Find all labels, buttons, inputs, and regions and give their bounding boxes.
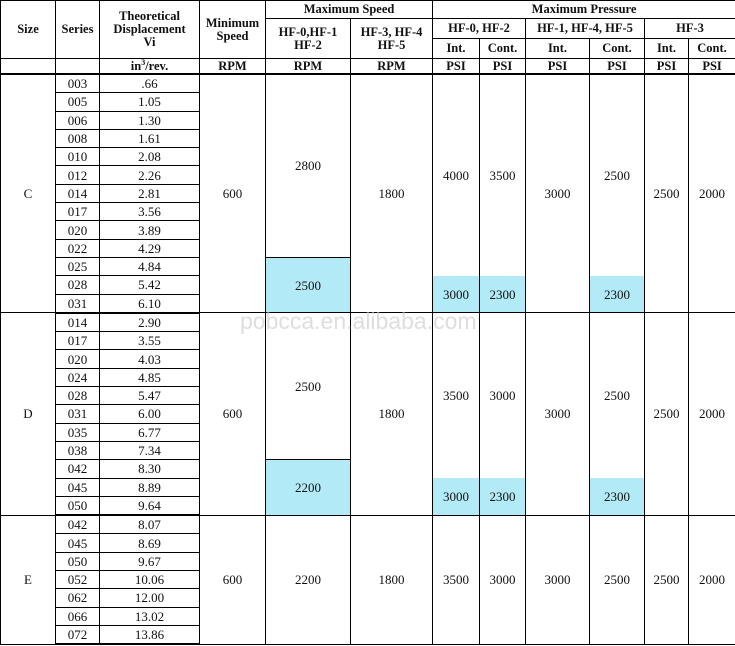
displacement-cell: 2.81 <box>100 184 200 202</box>
min-speed-header <box>200 1 266 59</box>
displacement-header-line1: Theoretical <box>119 9 180 23</box>
displacement-cell: 7.34 <box>100 441 200 459</box>
displacement-cell: 6.77 <box>100 423 200 441</box>
pressure-hf145-cont-cell: 2500 <box>590 515 645 644</box>
displacement-cell: 5.47 <box>100 387 200 405</box>
series-cell: 028 <box>56 276 100 294</box>
pressure-hf3-int-cell: 2500 <box>645 74 689 313</box>
hf145-int-header: Int. <box>526 39 590 59</box>
pressure-hf3-cont-cell: 2000 <box>689 74 735 313</box>
series-cell: 003 <box>56 74 100 93</box>
max-speed-hf012-header <box>266 19 351 59</box>
displacement-cell: 9.67 <box>100 552 200 570</box>
series-cell: 017 <box>56 203 100 221</box>
max-speed-hf012-unit: RPM <box>266 59 351 75</box>
max-speed-hf012-line1: HF-0,HF-1 <box>278 24 338 39</box>
max-speed-header: Maximum Speed <box>266 1 433 19</box>
size-cell: E <box>1 515 56 644</box>
series-cell: 006 <box>56 111 100 129</box>
pressure-hf145-cont-cell: 2500 <box>590 74 645 276</box>
series-cell: 014 <box>56 184 100 202</box>
hf145-int-unit: PSI <box>526 59 590 75</box>
min-speed-cell: 600 <box>200 313 266 515</box>
size-header: Size <box>1 1 56 59</box>
hf02-int-header: Int. <box>433 39 480 59</box>
displacement-cell: 4.29 <box>100 239 200 257</box>
hf3-cont-unit: PSI <box>689 59 735 75</box>
watermark: pobcca.en.alibaba.com <box>240 308 477 334</box>
hf02-int-unit: PSI <box>433 59 480 75</box>
pressure-hf3-int-cell: 2500 <box>645 515 689 644</box>
pressure-hf3-cont-cell: 2000 <box>689 515 735 644</box>
displacement-cell: 6.10 <box>100 294 200 313</box>
series-cell: 050 <box>56 552 100 570</box>
series-cell: 005 <box>56 93 100 111</box>
series-cell: 050 <box>56 496 100 515</box>
displacement-cell: 1.30 <box>100 111 200 129</box>
displacement-cell: 8.69 <box>100 534 200 552</box>
series-cell: 024 <box>56 368 100 386</box>
size-unit-cell <box>1 59 56 75</box>
displacement-cell: 2.90 <box>100 313 200 332</box>
max-speed-hf012-line2: HF-2 <box>294 37 322 52</box>
max-speed-hf012-cell: 2800 <box>266 74 351 257</box>
displacement-unit: $in^3$/rev. <box>100 59 200 75</box>
displacement-cell: 3.89 <box>100 221 200 239</box>
max-speed-hf345-unit: RPM <box>351 59 433 75</box>
series-cell: 042 <box>56 515 100 534</box>
displacement-cell: 8.30 <box>100 460 200 478</box>
pressure-hf02-header: HF-0, HF-2 <box>433 19 526 39</box>
displacement-cell: 8.89 <box>100 478 200 496</box>
series-cell: 020 <box>56 350 100 368</box>
pressure-hf3-header: HF-3 <box>645 19 735 39</box>
displacement-cell: 3.56 <box>100 203 200 221</box>
displacement-cell: 4.85 <box>100 368 200 386</box>
series-cell: 017 <box>56 332 100 350</box>
hf3-int-unit: PSI <box>645 59 689 75</box>
displacement-cell: 4.03 <box>100 350 200 368</box>
displacement-cell: 1.61 <box>100 129 200 147</box>
series-cell: 066 <box>56 607 100 625</box>
series-cell: 028 <box>56 387 100 405</box>
min-speed-header-line1: Minimum <box>205 15 260 30</box>
displacement-cell: 6.00 <box>100 405 200 423</box>
series-cell: 012 <box>56 166 100 184</box>
displacement-cell: 8.07 <box>100 515 200 534</box>
pressure-hf02-int-cell: 3500 <box>433 515 480 644</box>
min-speed-cell: 600 <box>200 74 266 313</box>
min-speed-cell: 600 <box>200 515 266 644</box>
series-cell: 010 <box>56 148 100 166</box>
series-cell: 035 <box>56 423 100 441</box>
displacement-cell: 5.42 <box>100 276 200 294</box>
series-unit-cell <box>56 59 100 75</box>
max-speed-hf345-line2: HF-5 <box>377 37 406 52</box>
pressure-hf02-int-cell: 4000 <box>433 74 480 276</box>
series-cell: 062 <box>56 589 100 607</box>
series-cell: 042 <box>56 460 100 478</box>
pressure-hf02-cont-reduced-cell: 2300 <box>480 276 526 313</box>
size-cell: D <box>1 313 56 515</box>
hf145-cont-unit: PSI <box>590 59 645 75</box>
displacement-cell: 10.06 <box>100 571 200 589</box>
series-cell: 038 <box>56 441 100 459</box>
pressure-hf02-cont-reduced-cell: 2300 <box>480 478 526 515</box>
displacement-cell: 1.05 <box>100 93 200 111</box>
pressure-hf02-int-reduced-cell: 3000 <box>433 276 480 313</box>
series-header: Series <box>56 1 100 59</box>
max-speed-hf012-reduced-cell: 2200 <box>266 460 351 515</box>
series-cell: 008 <box>56 129 100 147</box>
table-body <box>1 74 735 644</box>
pressure-hf02-cont-cell: 3500 <box>480 74 526 276</box>
series-cell: 022 <box>56 239 100 257</box>
max-pressure-header: Maximum Pressure <box>433 1 735 19</box>
hf02-cont-header: Cont. <box>480 39 526 59</box>
displacement-cell: 13.02 <box>100 607 200 625</box>
max-speed-hf012-cell: 2500 <box>266 313 351 460</box>
pressure-hf145-cont-reduced-cell: 2300 <box>590 478 645 515</box>
max-speed-hf012-reduced-cell: 2500 <box>266 257 351 312</box>
pressure-hf02-int-reduced-cell: 3000 <box>433 478 480 515</box>
displacement-header-line3: Vi <box>143 35 156 49</box>
series-cell: 045 <box>56 534 100 552</box>
max-speed-hf345-cell: 1800 <box>351 515 433 644</box>
pressure-hf02-int-cell: 3500 <box>433 313 480 478</box>
displacement-header <box>100 1 200 59</box>
pressure-hf145-header: HF-1, HF-4, HF-5 <box>526 19 645 39</box>
displacement-cell: 9.64 <box>100 496 200 515</box>
min-speed-unit: RPM <box>200 59 266 75</box>
series-cell: 020 <box>56 221 100 239</box>
size-cell: C <box>1 74 56 313</box>
series-cell: 031 <box>56 294 100 313</box>
pressure-hf3-cont-cell: 2000 <box>689 313 735 515</box>
series-cell: 014 <box>56 313 100 332</box>
pressure-hf02-cont-cell: 3000 <box>480 313 526 478</box>
pressure-hf02-cont-cell: 3000 <box>480 515 526 644</box>
pressure-hf145-cont-reduced-cell: 2300 <box>590 276 645 313</box>
series-cell: 052 <box>56 571 100 589</box>
pressure-hf145-int-cell: 3000 <box>526 313 590 515</box>
max-speed-hf012-cell: 2200 <box>266 515 351 644</box>
max-speed-hf345-cell: 1800 <box>351 313 433 515</box>
table-row <box>1 74 735 93</box>
displacement-cell: 12.00 <box>100 589 200 607</box>
series-cell: 072 <box>56 625 100 644</box>
displacement-cell: .66 <box>100 74 200 93</box>
pressure-hf3-int-cell: 2500 <box>645 313 689 515</box>
series-cell: 025 <box>56 257 100 275</box>
min-speed-header-line2: Speed <box>216 28 249 43</box>
series-cell: 031 <box>56 405 100 423</box>
hf02-cont-unit: PSI <box>480 59 526 75</box>
displacement-cell: 4.84 <box>100 257 200 275</box>
hf145-cont-header: Cont. <box>590 39 645 59</box>
max-speed-hf345-header <box>351 19 433 59</box>
displacement-header-line2: Displacement <box>113 22 186 36</box>
table-row <box>1 515 735 534</box>
max-speed-hf345-cell: 1800 <box>351 74 433 313</box>
max-speed-hf345-line1: HF-3, HF-4 <box>360 24 423 39</box>
pressure-hf145-int-cell: 3000 <box>526 515 590 644</box>
displacement-cell: 2.08 <box>100 148 200 166</box>
hf3-cont-header: Cont. <box>689 39 735 59</box>
displacement-cell: 13.86 <box>100 625 200 644</box>
displacement-cell: 2.26 <box>100 166 200 184</box>
table-row <box>1 313 735 332</box>
hf3-int-header: Int. <box>645 39 689 59</box>
series-cell: 045 <box>56 478 100 496</box>
pressure-hf145-cont-cell: 2500 <box>590 313 645 478</box>
pressure-hf145-int-cell: 3000 <box>526 74 590 313</box>
displacement-cell: 3.55 <box>100 332 200 350</box>
